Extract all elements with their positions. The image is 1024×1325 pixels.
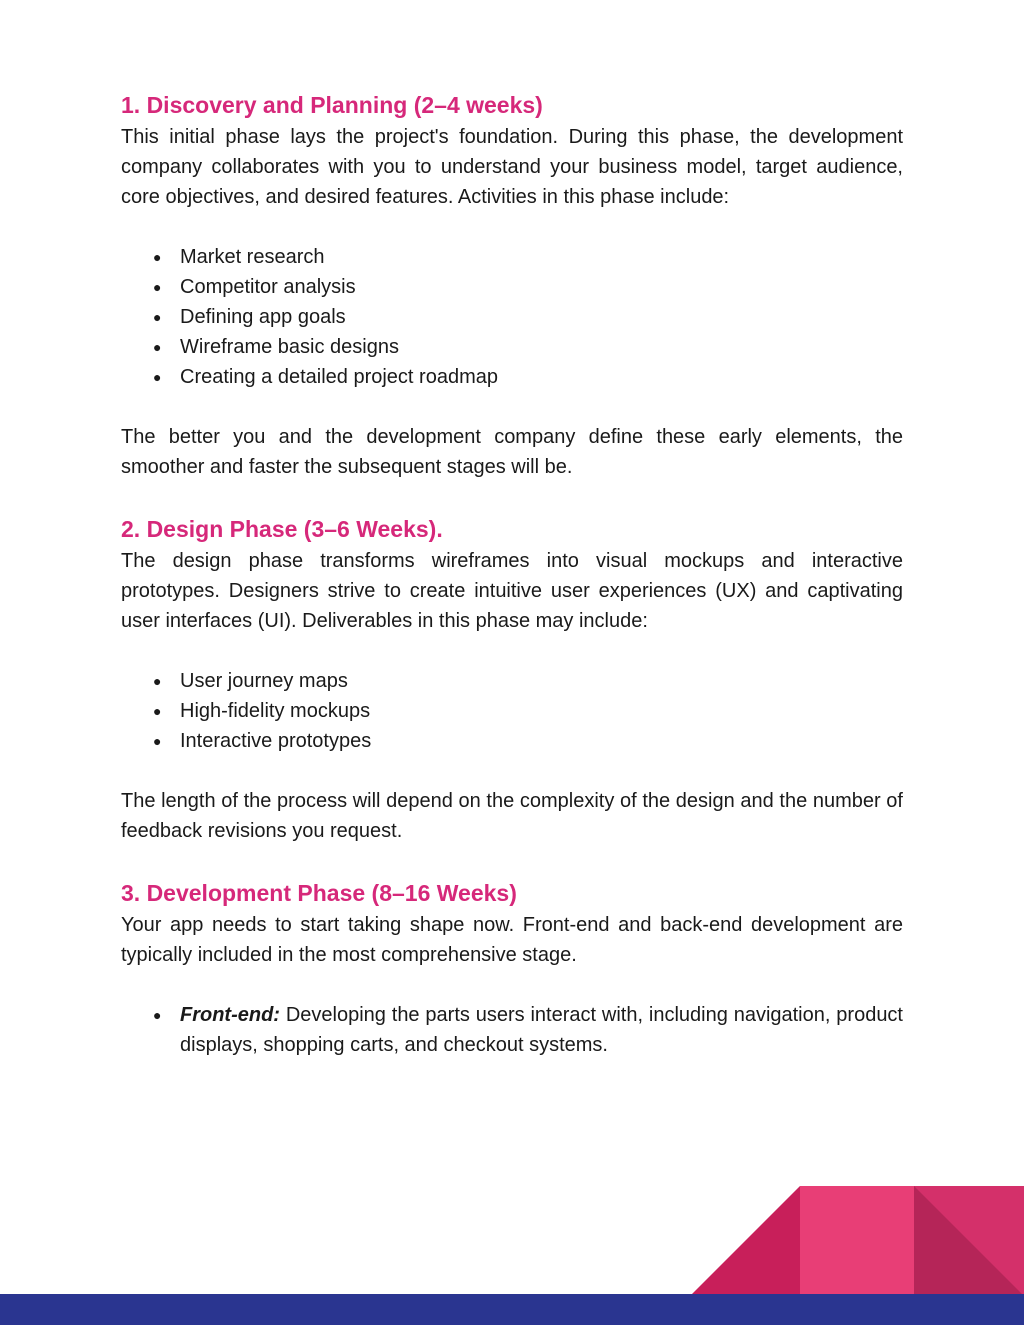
section-3-intro: Your app needs to start taking shape now. Front-end and back-end development are typically included in the most comprehensive stage. — [121, 914, 903, 966]
section-3-heading: 3. Development Phase (8–16 Weeks) — [121, 880, 517, 906]
section-2-intro: The design phase transforms wireframes into visual mockups and interactive prototypes. Designers strive to create intuitive user experiences (UX) and captivating user interfaces (UI). Deliverables in this phase may include: — [121, 550, 903, 632]
list-item: ● Wireframe basic designs — [180, 332, 903, 362]
list-item: ● Interactive prototypes — [180, 726, 903, 756]
list-item: ● Market research — [180, 242, 903, 272]
section-1-outro: The better you and the development company define these early elements, the smoother and faster the subsequent stages will be. — [121, 426, 903, 478]
section-1-intro: This initial phase lays the project's foundation. During this phase, the development company collaborates with you to understand your business model, target audience, core objectives, and desired features. Activities in this phase include: — [121, 126, 903, 208]
footer-bar — [0, 1294, 1024, 1325]
bullet-icon: ● — [153, 279, 162, 295]
bullet-icon: ● — [153, 339, 162, 355]
bullet-icon: ● — [153, 1007, 162, 1023]
footer-block-pink — [800, 1186, 914, 1294]
bullet-icon: ● — [153, 369, 162, 385]
footer-triangle-left — [692, 1186, 800, 1294]
section-2-outro: The length of the process will depend on the complexity of the design and the number of feedback revisions you request. — [121, 790, 903, 842]
list-item: ● High-fidelity mockups — [180, 696, 903, 726]
bullet-icon: ● — [153, 703, 162, 719]
list-item: ● Competitor analysis — [180, 272, 903, 302]
bullet-term: Front-end: — [180, 1004, 280, 1026]
list-item: ● Creating a detailed project roadmap — [180, 362, 903, 392]
list-item: ● User journey maps — [180, 666, 903, 696]
bullet-icon: ● — [153, 309, 162, 325]
list-item: ● Defining app goals — [180, 302, 903, 332]
bullet-icon: ● — [153, 733, 162, 749]
section-2-heading: 2. Design Phase (3–6 Weeks). — [121, 516, 443, 542]
bullet-text: Developing the parts users interact with, including navigation, product displays, shopping carts, and checkout systems. — [180, 1004, 903, 1056]
bullet-icon: ● — [153, 673, 162, 689]
bullet-icon: ● — [153, 249, 162, 265]
section-1-heading: 1. Discovery and Planning (2–4 weeks) — [121, 92, 543, 118]
